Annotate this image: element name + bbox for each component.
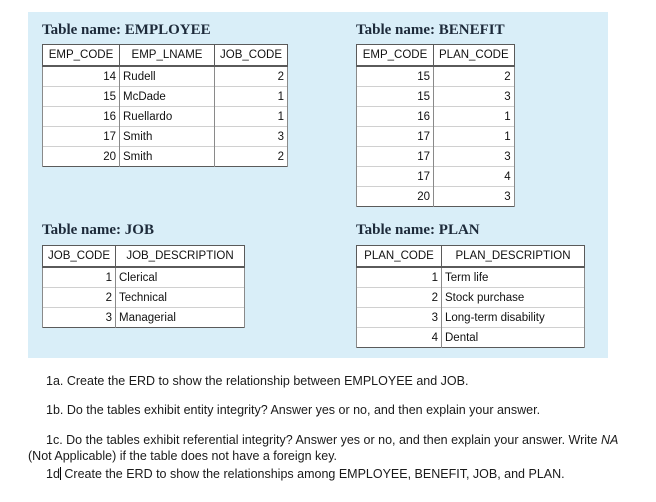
cell: Stock purchase (442, 288, 585, 308)
table-row (43, 127, 288, 147)
cell: 20 (357, 187, 434, 207)
column-header: PLAN_CODE (357, 246, 442, 268)
cell: 17 (357, 167, 434, 187)
cell: Ruellardo (120, 107, 215, 127)
table-row (43, 87, 288, 107)
cell: McDade (120, 87, 215, 107)
cell: 3 (434, 87, 515, 107)
cell: 1 (215, 87, 288, 107)
column-header: EMP_CODE (357, 45, 434, 67)
cell: Smith (120, 147, 215, 167)
table-row (357, 127, 515, 147)
table-row (43, 267, 245, 288)
cell: 17 (357, 147, 434, 167)
cell: Technical (116, 288, 245, 308)
question-1d[interactable] (46, 467, 565, 481)
question-1d-text: Create the ERD to show the relationships among EMPLOYEE, BENEFIT, JOB, and PLAN. (60, 467, 565, 481)
cell: 4 (434, 167, 515, 187)
column-header: JOB_CODE (215, 45, 288, 67)
cell: Rudell (120, 66, 215, 87)
cell: 16 (43, 107, 120, 127)
table-row (43, 147, 288, 167)
cell: Long-term disability (442, 308, 585, 328)
question-1d-prefix: 1d (46, 467, 60, 481)
cell: 16 (357, 107, 434, 127)
cell: 1 (434, 127, 515, 147)
cell: Managerial (116, 308, 245, 328)
plan-table (356, 245, 585, 348)
table-row (357, 147, 515, 167)
table-row (43, 288, 245, 308)
cell: 14 (43, 66, 120, 87)
column-header: JOB_CODE (43, 246, 116, 268)
cell: 15 (43, 87, 120, 107)
table-row (357, 328, 585, 348)
cell: 1 (434, 107, 515, 127)
cell: 3 (43, 308, 116, 328)
cell: 3 (215, 127, 288, 147)
table-row (357, 167, 515, 187)
plan-table-title: Table name: PLAN (356, 222, 480, 238)
cell: Dental (442, 328, 585, 348)
cell: 17 (357, 127, 434, 147)
table-row (357, 187, 515, 207)
cell: 1 (357, 267, 442, 288)
question-1c (28, 432, 628, 464)
cell: Smith (120, 127, 215, 147)
table-row (43, 107, 288, 127)
employee-table-title: Table name: EMPLOYEE (42, 22, 211, 38)
table-row (357, 107, 515, 127)
job-table (42, 245, 245, 328)
benefit-table-title: Table name: BENEFIT (356, 22, 505, 38)
employee-table (42, 44, 288, 167)
tables-panel (28, 12, 608, 358)
question-1c-text: 1c. Do the tables exhibit referential integrity? Answer yes or no, and then explain your answer. Write (46, 433, 601, 447)
table-row (43, 308, 245, 328)
column-header: PLAN_DESCRIPTION (442, 246, 585, 268)
table-row (357, 87, 515, 107)
cell: Clerical (116, 267, 245, 288)
cell: 3 (434, 147, 515, 167)
cell: 2 (357, 288, 442, 308)
column-header: PLAN_CODE (434, 45, 515, 67)
cell: 20 (43, 147, 120, 167)
table-row (43, 66, 288, 87)
table-row (357, 308, 585, 328)
cell: 1 (43, 267, 116, 288)
question-1c-text-end: (Not Applicable) if the table does not have a foreign key. (28, 449, 337, 463)
question-1c-na: NA (600, 433, 619, 447)
cell: 15 (357, 66, 434, 87)
cell: 2 (43, 288, 116, 308)
column-header: EMP_CODE (43, 45, 120, 67)
table-row (357, 288, 585, 308)
cell: 4 (357, 328, 442, 348)
cell: 2 (215, 66, 288, 87)
job-table-title: Table name: JOB (42, 222, 154, 238)
cell: Term life (442, 267, 585, 288)
cell: 1 (215, 107, 288, 127)
cell: 17 (43, 127, 120, 147)
question-1a: 1a. Create the ERD to show the relationship between EMPLOYEE and JOB. (46, 374, 469, 388)
cell: 3 (434, 187, 515, 207)
table-row (357, 267, 585, 288)
column-header: EMP_LNAME (120, 45, 215, 67)
cell: 15 (357, 87, 434, 107)
question-1b: 1b. Do the tables exhibit entity integrity? Answer yes or no, and then explain your answer. (46, 403, 541, 417)
cell: 2 (215, 147, 288, 167)
cell: 3 (357, 308, 442, 328)
column-header: JOB_DESCRIPTION (116, 246, 245, 268)
benefit-table (356, 44, 515, 207)
table-row (357, 66, 515, 87)
cell: 2 (434, 66, 515, 87)
